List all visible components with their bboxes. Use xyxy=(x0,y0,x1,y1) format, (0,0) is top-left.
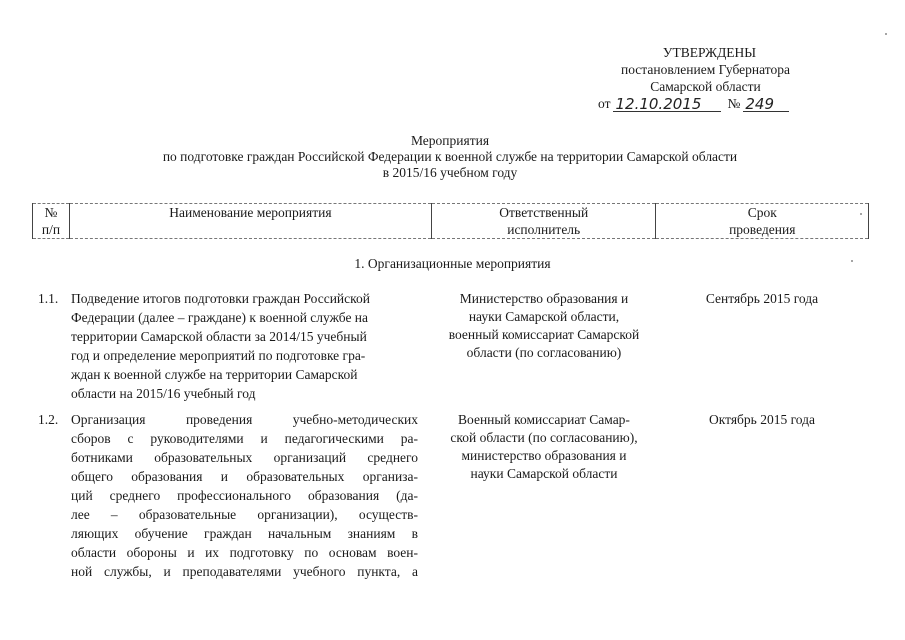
scan-speck xyxy=(885,33,887,35)
header-number: № п/п xyxy=(33,204,70,239)
approval-number: 249 xyxy=(743,97,789,112)
document-title xyxy=(100,133,800,181)
item-term: Сентябрь 2015 года xyxy=(705,291,819,306)
scan-speck xyxy=(860,213,862,215)
item-number: 1.2. xyxy=(38,412,59,427)
header-name: Наименование мероприятия xyxy=(69,204,431,239)
approval-from-label: от xyxy=(598,96,611,111)
header-term: Срок проведения xyxy=(656,204,869,239)
scan-speck xyxy=(851,260,853,262)
section-heading: 1. Организационные мероприятия xyxy=(354,256,551,271)
item-number: 1.1. xyxy=(38,291,59,306)
title-line-3: в 2015/16 учебном году xyxy=(382,165,518,180)
approval-date: 12.10.2015 xyxy=(613,97,721,112)
approval-line-2: Самарской области xyxy=(650,79,761,94)
approval-title: УТВЕРЖДЕНЫ xyxy=(662,45,757,60)
header-responsible: Ответственный исполнитель xyxy=(431,204,656,239)
item-description: Организация проведения учебно-методических сборов с руководителями и педагогическими ра- ботниками образовательных организаций среднего общего образования и образовательных организа- ций среднего профессионального образования (да- лее – образовательные организации), осуществ- ляющих обучение граждан начальным знаниям в области обороны и их подготовку по основам воен- ной службы, и преподавателями учебного пункта, а xyxy=(71,412,418,579)
approval-number-label: № xyxy=(727,96,741,111)
item-description: Подведение итогов подготовки граждан Российской Федерации (далее – граждане) к военной службе на территории Самарской области за 2014/15 учебный год и определение мероприятий по подготовке гра- ждан к военной службе на территории Самарской области на 2015/16 учебный год xyxy=(71,291,370,401)
item-term: Октябрь 2015 года xyxy=(708,412,815,427)
item-responsible: Военный комиссариат Самар- ской области (по согласованию), министерство образования и науки Самарской области xyxy=(450,412,638,481)
approval-block xyxy=(598,44,813,112)
title-line-1: Мероприятия xyxy=(410,133,490,148)
item-responsible: Министерство образования и науки Самарской области, военный комиссариат Самарской области (по согласованию) xyxy=(448,291,640,360)
table-header xyxy=(32,203,869,239)
title-line-2: по подготовке граждан Российской Федерации к военной службе на территории Самарской области xyxy=(162,149,738,164)
approval-date-row xyxy=(598,95,813,112)
approval-line-1: постановлением Губернатора xyxy=(621,62,790,77)
